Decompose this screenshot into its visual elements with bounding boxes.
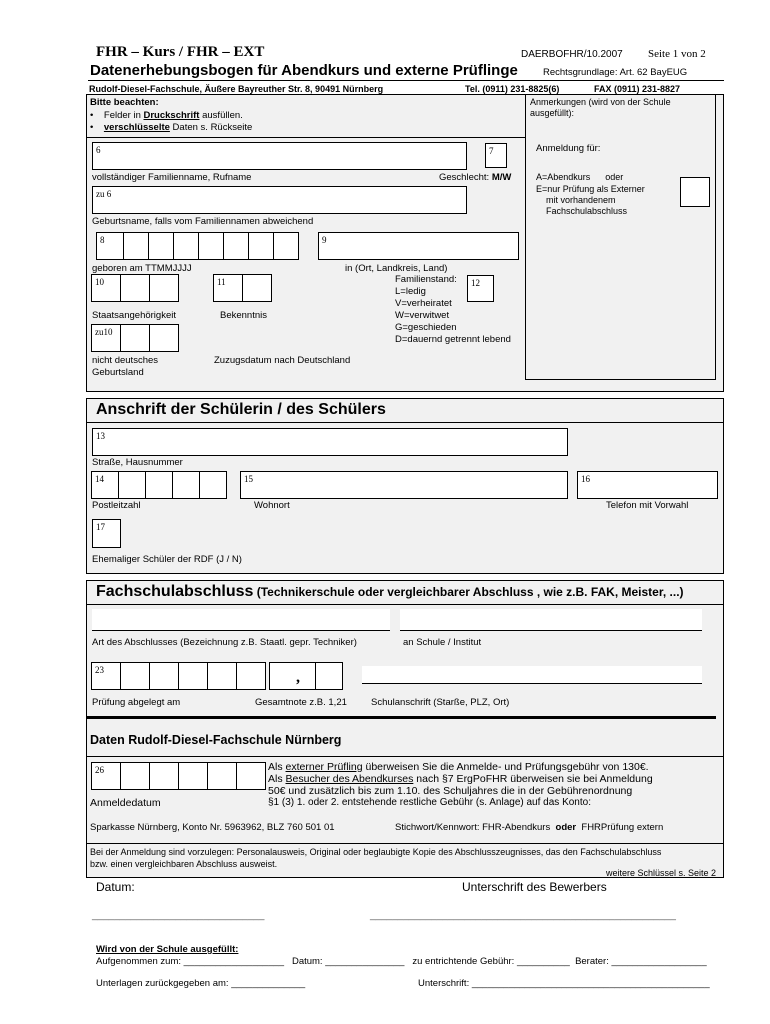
field-number-6: 6 (96, 145, 101, 155)
header-rule (88, 80, 724, 81)
marital-option-g: G=geschieden (395, 322, 457, 333)
option-e-label-2: mit vorhandenem (546, 195, 616, 205)
field-number-10b: zu10 (95, 327, 113, 337)
full-name-label: vollständiger Familienname, Rufname (92, 172, 252, 183)
dob-cell[interactable] (148, 232, 174, 260)
zip-cell[interactable] (145, 471, 173, 499)
dob-cell[interactable] (96, 232, 124, 260)
school-address: Rudolf-Diesel-Fachschule, Äußere Bayreuther Str. 8, 90491 Nürnberg (89, 84, 384, 94)
city-label: Wohnort (254, 500, 290, 511)
reg-date-cell[interactable] (120, 762, 150, 790)
notes-title: Bitte beachten: (90, 97, 159, 108)
option-e-label-3: Fachschulabschluss (546, 206, 628, 216)
exam-date-label: Prüfung abgelegt am (92, 697, 181, 708)
option-e-label-1: E=nur Prüfung als Externer (536, 184, 645, 194)
exam-date-cell[interactable] (236, 662, 266, 690)
field-number-11: 11 (217, 277, 226, 287)
degree-section-title: Fachschulabschluss (Technikerschule oder vergleichbarer Abschluss , wie z.B. FAK, Meister, ...) (96, 583, 684, 600)
office-signature: Unterschrift: _____________________________________________ (418, 978, 710, 989)
religion-cell[interactable] (213, 274, 243, 302)
applicant-signature-label: Unterschrift des Bewerbers (462, 880, 607, 894)
dob-cell[interactable] (198, 232, 224, 260)
payment-line-1: Als externer Prüfling überweisen Sie die Anmelde- und Prüfungsgebühr von 130€. (268, 761, 649, 773)
zip-label: Postleitzahl (92, 500, 141, 511)
dob-cell[interactable] (273, 232, 299, 260)
religion-field[interactable] (214, 274, 272, 302)
degree-type-field[interactable] (92, 609, 390, 631)
exam-date-cell[interactable] (207, 662, 237, 690)
school-address-field[interactable] (362, 666, 702, 684)
remarks-box (525, 94, 716, 380)
city-field[interactable] (240, 471, 568, 499)
dob-cell[interactable] (173, 232, 199, 260)
field-number-7: 7 (489, 146, 494, 156)
required-documents: Bei der Anmeldung sind vorzulegen: Personalausweis, Original oder beglaubigte Kopie des Abschlusszeugnisses, das den Fachschulabschluss bzw. einen vergleichbaren Abschluss ausweist. (90, 847, 662, 869)
signature-line[interactable]: _______________________________________________________ (370, 910, 676, 921)
notes-item-1: • Felder in Druckschrift ausfüllen. (90, 110, 243, 121)
field-number-6b: zu 6 (96, 189, 112, 199)
payment-line-2: Als Besucher des Abendkurses nach §7 ErgPoFHR überweisen sie bei Anmeldung (268, 773, 653, 785)
field-number-14: 14 (95, 474, 104, 484)
marital-option-w: W=verwitwet (395, 310, 450, 321)
grade-cell[interactable] (292, 662, 316, 690)
date-line[interactable]: _______________________________ (92, 910, 265, 921)
reg-date-cell[interactable] (207, 762, 237, 790)
former-student-field[interactable] (92, 519, 121, 548)
birth-name-label: Geburtsname, falls vom Familiennamen abweichend (92, 216, 314, 227)
grade-cell[interactable] (315, 662, 343, 690)
gender-field[interactable] (485, 143, 507, 168)
legal-basis: Rechtsgrundlage: Art. 62 BayEUG (543, 67, 688, 78)
birth-country-field[interactable] (92, 324, 179, 352)
citizenship-cell[interactable] (120, 274, 150, 302)
school-address-label: Schulanschrift (Starße, PLZ, Ort) (371, 697, 510, 708)
birth-country-cell[interactable] (149, 324, 179, 352)
citizenship-cell[interactable] (91, 274, 121, 302)
citizenship-cell[interactable] (149, 274, 179, 302)
marital-status-field[interactable] (467, 275, 494, 302)
degree-school-field[interactable] (400, 609, 702, 631)
rdf-section-title: Daten Rudolf-Diesel-Fachschule Nürnberg (90, 733, 342, 747)
reg-date-cell[interactable] (178, 762, 208, 790)
registration-date-field[interactable] (92, 762, 266, 790)
degree-school-label: an Schule / Institut (403, 637, 482, 648)
field-number-12: 12 (471, 278, 480, 288)
field-number-13: 13 (96, 431, 105, 441)
zip-cell[interactable] (118, 471, 146, 499)
degree-thick-rule (86, 716, 716, 719)
notes-divider (86, 137, 526, 138)
form-title-line2: Datenerhebungsbogen für Abendkurs und externe Prüflinge (90, 62, 518, 79)
birth-name-field[interactable] (92, 186, 467, 214)
birthplace-label: in (Ort, Landkreis, Land) (345, 263, 448, 274)
date-label: Datum: (96, 880, 135, 894)
registration-type-box[interactable] (680, 177, 710, 207)
field-number-17: 17 (96, 522, 105, 532)
school-phone: Tel. (0911) 231-8825(6) (465, 84, 560, 94)
religion-cell[interactable] (242, 274, 272, 302)
documents-returned: Unterlagen zurückgegeben am: ______________ (96, 978, 306, 989)
birthplace-field[interactable] (318, 232, 519, 260)
dob-label: geboren am TTMMJJJJ (92, 263, 192, 274)
field-number-16: 16 (581, 474, 590, 484)
field-number-9: 9 (322, 235, 327, 245)
zip-field[interactable] (92, 471, 227, 499)
rdf-title-rule (86, 756, 724, 757)
grade-field[interactable] (270, 662, 343, 690)
field-number-8: 8 (100, 235, 105, 245)
payment-line-3: 50€ und zusätzlich bis zum 1.10. des Schuljahres die in der Gebührenordnung (268, 785, 633, 797)
marital-option-d: D=dauernd getrennt lebend (395, 334, 511, 345)
registration-date-label: Anmeldedatum (90, 797, 161, 809)
field-number-26: 26 (95, 765, 104, 775)
phone-label: Telefon mit Vorwahl (606, 500, 689, 511)
former-student-label: Ehemaliger Schüler der RDF (J / N) (92, 554, 242, 565)
field-number-15: 15 (244, 474, 253, 484)
non-german-label-1: nicht deutsches (92, 355, 159, 366)
office-use-row-1: Aufgenommen zum: ___________________ Datum: _______________ zu entrichtende Gebühr: __________ Berater: __________________ (96, 956, 707, 967)
zip-cell[interactable] (199, 471, 227, 499)
reg-date-cell[interactable] (91, 762, 121, 790)
grade-cell[interactable] (269, 662, 293, 690)
birth-country-cell[interactable] (91, 324, 121, 352)
reg-date-cell[interactable] (149, 762, 179, 790)
dob-cell[interactable] (123, 232, 149, 260)
citizenship-label: Staatsangehörigkeit (92, 310, 176, 321)
school-fax: FAX (0911) 231-8827 (594, 84, 681, 94)
payment-keyword: Stichwort/Kennwort: FHR-Abendkurs oder FHRPrüfung extern (395, 822, 664, 833)
field-number-10: 10 (95, 277, 104, 287)
notes-item-2: • verschlüsselte Daten s. Rückseite (90, 122, 253, 133)
non-german-label-2: Geburtsland (92, 367, 144, 378)
form-code: DAERBOFHR/10.2007 (521, 49, 623, 60)
immigration-date-label: Zuzugsdatum nach Deutschland (214, 355, 351, 366)
exam-date-field[interactable] (92, 662, 266, 690)
page-info: Seite 1 von 2 (648, 48, 706, 60)
reg-date-cell[interactable] (236, 762, 266, 790)
street-label: Straße, Hausnummer (92, 457, 183, 468)
phone-field[interactable] (577, 471, 718, 499)
gender-label: Geschlecht: M/W (439, 172, 512, 183)
registration-for-label: Anmeldung für: (536, 143, 601, 154)
date-of-birth-field[interactable] (97, 232, 299, 260)
full-name-field[interactable] (92, 142, 467, 170)
grade-comma: , (296, 669, 300, 686)
religion-label: Bekenntnis (220, 310, 268, 321)
marital-status-label: Familienstand: (395, 274, 457, 285)
exam-date-cell[interactable] (91, 662, 121, 690)
degree-title-rule (86, 604, 724, 605)
more-keys-note: weitere Schlüssel s. Seite 2 (606, 868, 717, 878)
bank-details: Sparkasse Nürnberg, Konto Nr. 5963962, BLZ 760 501 01 (90, 822, 335, 833)
address-title-rule (86, 422, 724, 423)
address-section-title: Anschrift der Schülerin / des Schülers (96, 401, 386, 418)
exam-date-cell[interactable] (149, 662, 179, 690)
option-a-label: A=Abendkurs oder (536, 172, 624, 182)
payment-line-4: §1 (3) 1. oder 2. entstehende restliche Gebühr (s. Anlage) auf das Konto: (268, 797, 591, 808)
exam-date-cell[interactable] (178, 662, 208, 690)
field-number-23: 23 (95, 665, 104, 675)
exam-date-cell[interactable] (120, 662, 150, 690)
office-use-title: Wird von der Schule ausgefüllt: (96, 944, 239, 955)
form-title-line1: FHR – Kurs / FHR – EXT (96, 44, 265, 60)
remarks-title: Anmerkungen (wird von der Schule ausgefüllt): (530, 97, 671, 118)
degree-type-label: Art des Abschlusses (Bezeichnung z.B. Staatl. gepr. Techniker) (92, 637, 357, 648)
street-field[interactable] (92, 428, 568, 456)
zip-cell[interactable] (172, 471, 200, 499)
marital-option-l: L=ledig (395, 286, 426, 297)
birth-country-cell[interactable] (120, 324, 150, 352)
docs-rule (86, 843, 724, 844)
citizenship-field[interactable] (92, 274, 179, 302)
dob-cell[interactable] (223, 232, 249, 260)
marital-option-v: V=verheiratet (395, 298, 452, 309)
zip-cell[interactable] (91, 471, 119, 499)
grade-label: Gesamtnote z.B. 1,21 (255, 697, 347, 708)
dob-cell[interactable] (248, 232, 274, 260)
